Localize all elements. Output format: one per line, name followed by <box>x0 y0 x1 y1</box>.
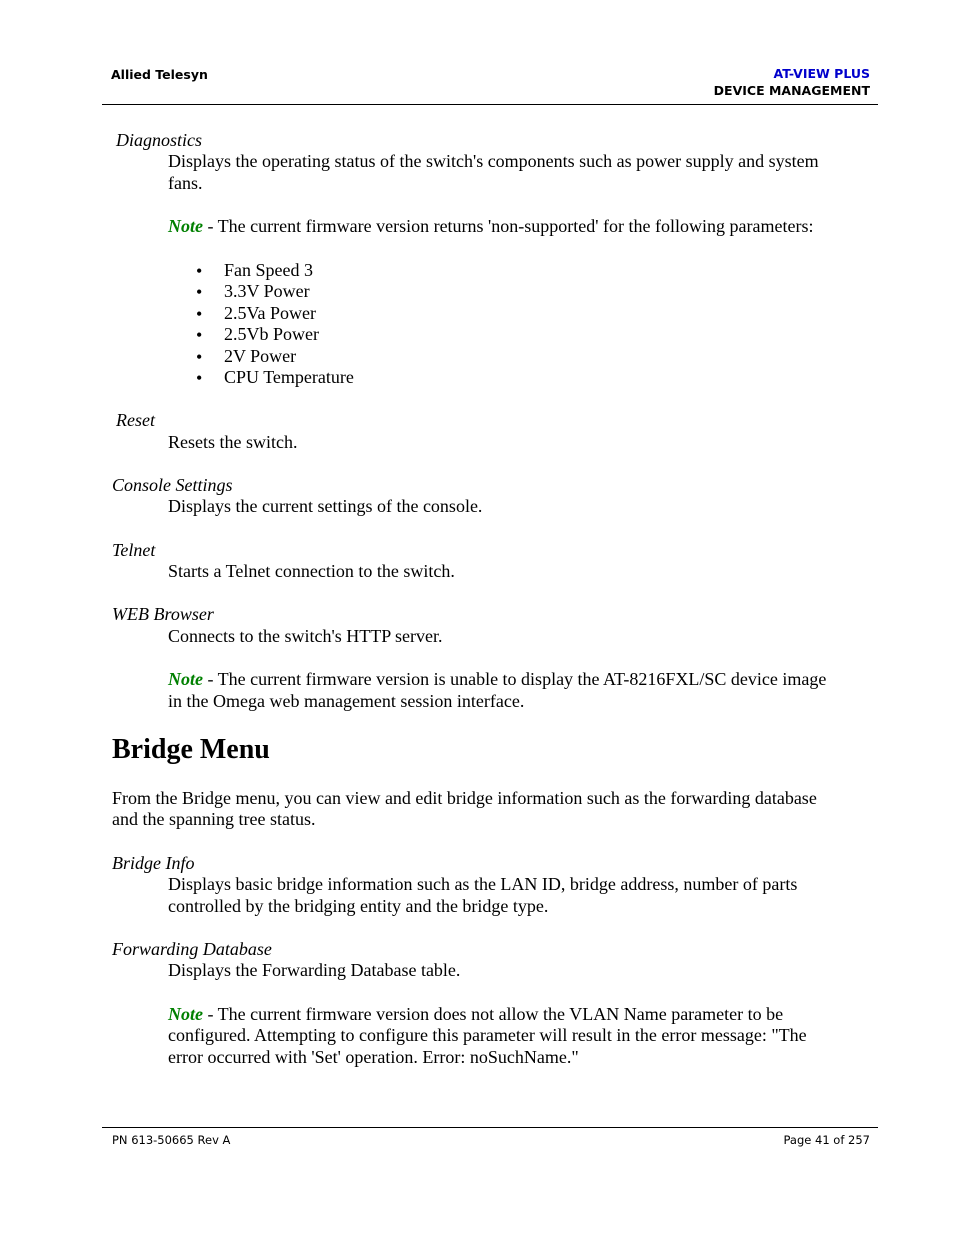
term-console-settings: Console Settings <box>112 475 233 495</box>
bullet-icon: • <box>196 304 203 324</box>
diagnostics-desc-line-1: Displays the operating status of the switch's components such as power supply and system <box>168 151 819 171</box>
telnet-desc: Starts a Telnet connection to the switch. <box>168 561 455 581</box>
list-item: 2.5Va Power <box>224 303 316 323</box>
bullet-icon: • <box>196 347 203 367</box>
fdb-note-line-1 <box>168 1004 783 1026</box>
list-item: CPU Temperature <box>224 367 354 387</box>
term-telnet: Telnet <box>112 540 156 560</box>
diagnostics-desc-line-2: fans. <box>168 173 203 193</box>
section-name: DEVICE MANAGEMENT <box>713 83 870 98</box>
term-bridge-info: Bridge Info <box>112 853 195 873</box>
page-header <box>102 64 878 105</box>
note-text: - The current firmware version is unable to display the AT-8216FXL/SC device image <box>203 669 827 689</box>
bridge-info-desc-line-1: Displays basic bridge information such as the LAN ID, bridge address, number of parts <box>168 874 798 894</box>
bridge-intro-line-1: From the Bridge menu, you can view and edit bridge information such as the forwarding database <box>112 788 817 808</box>
reset-desc: Resets the switch. <box>168 432 298 452</box>
bridge-intro-line-2: and the spanning tree status. <box>112 809 316 829</box>
web-desc: Connects to the switch's HTTP server. <box>168 626 443 646</box>
part-number: PN 613-50665 Rev A <box>112 1133 231 1147</box>
web-note-line-2: in the Omega web management session interface. <box>168 691 525 711</box>
fdb-note-line-3: error occurred with 'Set' operation. Error: noSuchName." <box>168 1047 579 1067</box>
note-text: - The current firmware version does not allow the VLAN Name parameter to be <box>203 1004 784 1024</box>
web-note-line-1 <box>168 669 826 691</box>
page-footer <box>102 1127 878 1147</box>
page-number: Page 41 of 257 <box>783 1133 870 1147</box>
bullet-icon: • <box>196 368 203 388</box>
fdb-desc: Displays the Forwarding Database table. <box>168 960 461 980</box>
diagnostics-note <box>168 216 813 238</box>
note-label: Note <box>168 1004 203 1024</box>
note-text: - The current firmware version returns 'non-supported' for the following parameters: <box>203 216 814 236</box>
term-web-browser: WEB Browser <box>112 604 214 624</box>
list-item: 2V Power <box>224 346 297 366</box>
bridge-info-desc-line-2: controlled by the bridging entity and the bridge type. <box>168 896 549 916</box>
term-forwarding-database: Forwarding Database <box>112 939 272 959</box>
console-desc: Displays the current settings of the console. <box>168 496 483 516</box>
product-name: AT-VIEW PLUS <box>773 66 870 81</box>
list-item: 3.3V Power <box>224 281 310 301</box>
company-name: Allied Telesyn <box>111 67 208 82</box>
note-label: Note <box>168 669 203 689</box>
bullet-icon: • <box>196 261 203 281</box>
list-item: Fan Speed 3 <box>224 260 313 280</box>
term-reset: Reset <box>116 410 155 430</box>
section-heading-bridge-menu: Bridge Menu <box>112 734 270 765</box>
fdb-note-line-2: configured. Attempting to configure this parameter will result in the error message: "The <box>168 1025 807 1045</box>
term-diagnostics: Diagnostics <box>116 130 203 150</box>
list-item: 2.5Vb Power <box>224 324 319 344</box>
bullet-icon: • <box>196 282 203 302</box>
bullet-icon: • <box>196 325 203 345</box>
note-label: Note <box>168 216 203 236</box>
